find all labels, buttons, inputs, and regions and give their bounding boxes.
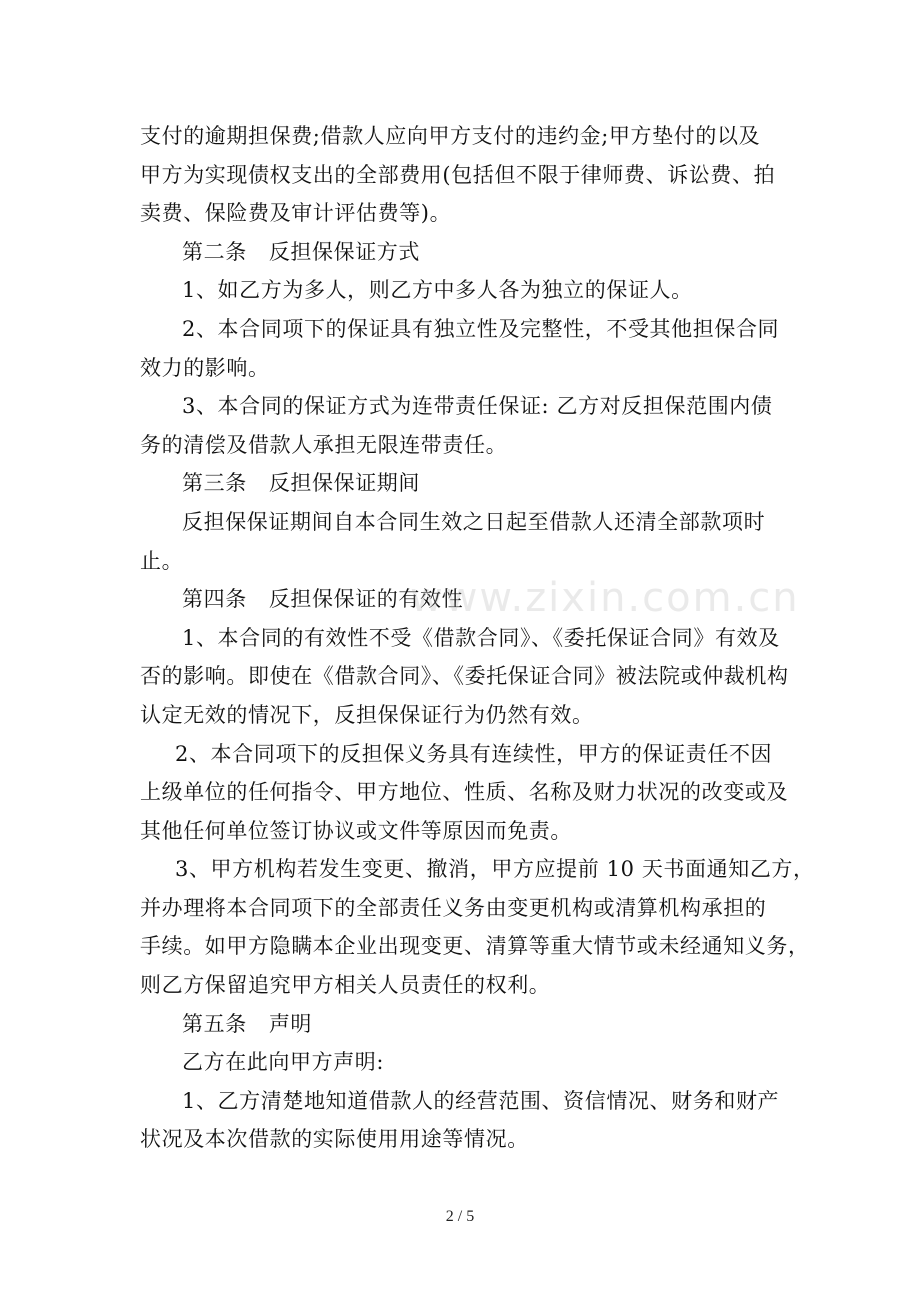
paragraph-line: 否的影响。即使在《借款合同》、《委托保证合同》被法院或仲裁机构 — [140, 664, 789, 689]
article-title: 反担保保证的有效性 — [268, 587, 464, 612]
paragraph-line: 上级单位的任何指令、甲方地位、性质、名称及财力状况的改变或及 — [140, 780, 788, 805]
paragraph-line: 2、本合同项下的保证具有独立性及完整性，不受其他担保合同 — [182, 316, 780, 341]
document-body — [140, 117, 815, 1159]
paragraph-line: 效力的影响。 — [140, 355, 270, 380]
article-number: 第四条 — [182, 587, 247, 612]
paragraph-line: 务的清偿及借款人承担无限连带责任。 — [140, 432, 508, 457]
article-number: 第二条 — [182, 239, 247, 264]
paragraph-line: 1、乙方清楚地知道借款人的经营范围、资信情况、财务和财产 — [182, 1088, 780, 1113]
paragraph-line: 卖费、保险费及审计评估费等)。 — [140, 201, 452, 226]
article-number: 第三条 — [182, 471, 247, 496]
paragraph-line: 乙方在此向甲方声明: — [182, 1050, 385, 1075]
paragraph-line: 止。 — [140, 548, 184, 573]
article-3-heading — [140, 464, 790, 503]
paragraph-line: 并办理将本合同项下的全部责任义务由变更机构或清算机构承担的 — [140, 895, 767, 920]
article-title: 反担保保证方式 — [268, 239, 421, 264]
paragraph-line: 手续。如甲方隐瞒本企业出现变更、清算等重大情节或未经通知义务， — [140, 934, 810, 959]
paragraph-line: 3、甲方机构若发生变更、撤消，甲方应提前 10 天书面通知乙方， — [175, 857, 815, 882]
article-title: 声明 — [268, 1011, 313, 1036]
article-number: 第五条 — [182, 1011, 247, 1036]
paragraph-line: 甲方为实现债权支出的全部费用(包括但不限于律师费、诉讼费、拍 — [140, 162, 776, 187]
paragraph-line: 状况及本次借款的实际使用用途等情况。 — [140, 1127, 529, 1152]
paragraph-line: 认定无效的情况下，反担保保证行为仍然有效。 — [140, 702, 594, 727]
paragraph-line: 支付的逾期担保费;借款人应向甲方支付的违约金;甲方垫付的以及 — [140, 124, 761, 148]
article-5-heading — [140, 1005, 790, 1044]
article-title: 反担保保证期间 — [268, 471, 421, 496]
article-2-heading — [140, 233, 790, 272]
paragraph-line: 2、本合同项下的反担保义务具有连续性，甲方的保证责任不因 — [175, 741, 773, 766]
paragraph-line: 1、本合同的有效性不受《借款合同》、《委托保证合同》有效及 — [182, 625, 780, 650]
paragraph-line: 则乙方保留追究甲方相关人员责任的权利。 — [140, 973, 551, 998]
page-number: 2 / 5 — [445, 1208, 475, 1225]
watermark-text: www.zixin.com.cn — [410, 575, 800, 621]
paragraph-line: 1、如乙方为多人，则乙方中多人各为独立的保证人。 — [182, 278, 693, 303]
paragraph-line: 其他任何单位签订协议或文件等原因而免责。 — [140, 818, 572, 843]
paragraph-line: 反担保保证期间自本合同生效之日起至借款人还清全部款项时 — [182, 509, 766, 534]
paragraph-line: 3、本合同的保证方式为连带责任保证: 乙方对反担保范围内债 — [182, 394, 773, 419]
